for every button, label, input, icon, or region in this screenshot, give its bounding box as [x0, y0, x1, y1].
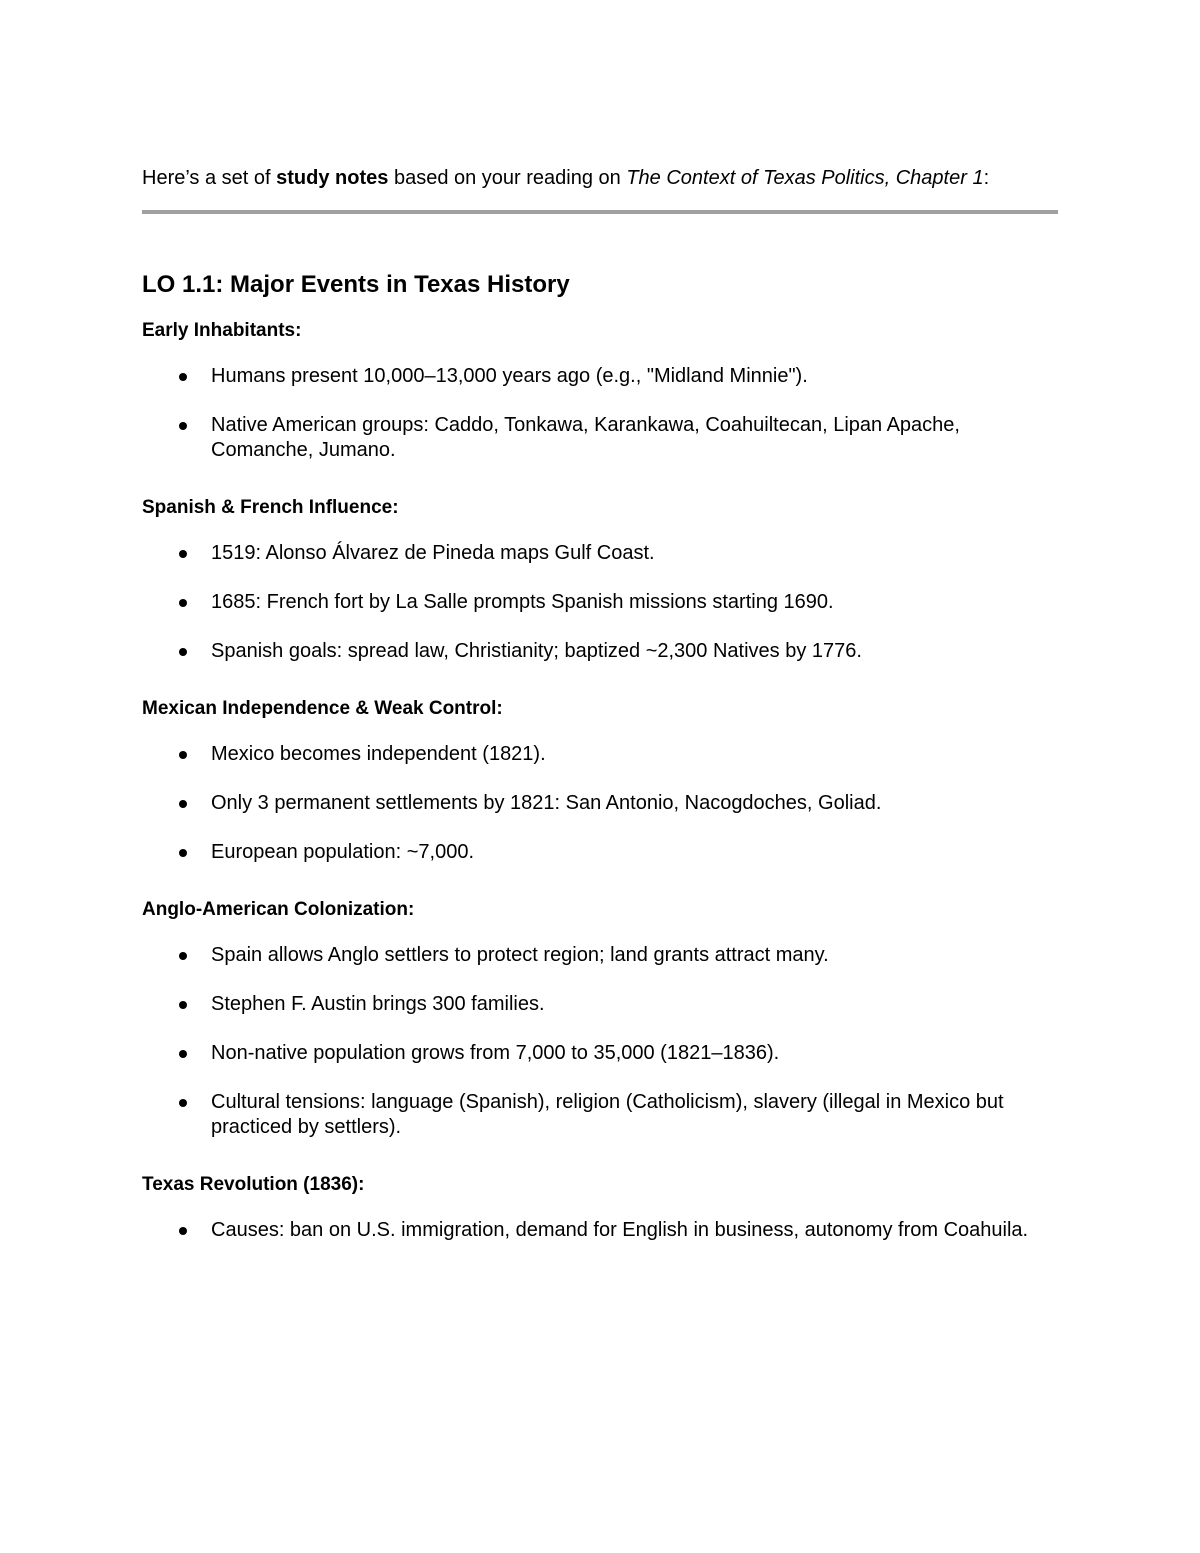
list-item-text: Stephen F. Austin brings 300 families.	[211, 993, 545, 1015]
list-item	[142, 639, 1058, 664]
section-title: Anglo-American Colonization:	[142, 899, 415, 920]
list-item-text: 1519: Alonso Álvarez de Pineda maps Gulf Coast.	[211, 542, 655, 564]
intro-middle: based on your reading on	[388, 167, 627, 189]
list-item	[142, 1041, 1058, 1066]
list-item-text: Spanish goals: spread law, Christianity; baptized ~2,300 Natives by 1776.	[211, 640, 862, 662]
notes-section	[142, 495, 1058, 664]
notes-section	[142, 1172, 1058, 1243]
bullet-icon	[179, 422, 187, 430]
list-item	[142, 992, 1058, 1017]
bullet-icon	[179, 849, 187, 857]
page-heading: LO 1.1: Major Events in Texas History	[142, 271, 570, 298]
list-item	[142, 413, 1058, 463]
list-item	[142, 1218, 1058, 1243]
bullet-list	[142, 364, 1058, 463]
list-item	[142, 840, 1058, 865]
notes-section	[142, 318, 1058, 463]
bullet-icon	[179, 751, 187, 759]
section-title: Early Inhabitants:	[142, 320, 302, 341]
bullet-icon	[179, 550, 187, 558]
intro-bold: study notes	[276, 167, 389, 189]
bullet-icon	[179, 373, 187, 381]
list-item-text: Cultural tensions: language (Spanish), religion (Catholicism), slavery (illegal in Mexico but practiced by settlers).	[211, 1091, 1004, 1138]
sections-container	[142, 318, 1058, 1243]
section-title: Texas Revolution (1836):	[142, 1174, 365, 1195]
bullet-list	[142, 742, 1058, 865]
intro-italic-title: The Context of Texas Politics, Chapter 1	[626, 167, 984, 189]
list-item-text: Non-native population grows from 7,000 to 35,000 (1821–1836).	[211, 1042, 780, 1064]
list-item-text: Spain allows Anglo settlers to protect region; land grants attract many.	[211, 944, 829, 966]
bullet-list	[142, 943, 1058, 1140]
list-item	[142, 742, 1058, 767]
bullet-icon	[179, 1227, 187, 1235]
bullet-icon	[179, 800, 187, 808]
list-item-text: Only 3 permanent settlements by 1821: San Antonio, Nacogdoches, Goliad.	[211, 792, 882, 814]
list-item	[142, 590, 1058, 615]
list-item	[142, 364, 1058, 389]
list-item-text: Humans present 10,000–13,000 years ago (e.g., "Midland Minnie").	[211, 365, 808, 387]
bullet-icon	[179, 1099, 187, 1107]
bullet-icon	[179, 952, 187, 960]
intro-prefix: Here’s a set of	[142, 167, 277, 189]
bullet-icon	[179, 1001, 187, 1009]
list-item	[142, 943, 1058, 968]
list-item-text: 1685: French fort by La Salle prompts Spanish missions starting 1690.	[211, 591, 834, 613]
section-title: Mexican Independence & Weak Control:	[142, 698, 503, 719]
list-item	[142, 541, 1058, 566]
bullet-list	[142, 1218, 1058, 1243]
bullet-list	[142, 541, 1058, 664]
bullet-icon	[179, 648, 187, 656]
section-title: Spanish & French Influence:	[142, 497, 399, 518]
notes-section	[142, 897, 1058, 1140]
notes-section	[142, 696, 1058, 865]
list-item-text: Native American groups: Caddo, Tonkawa, Karankawa, Coahuiltecan, Lipan Apache, Comanche, Jumano.	[211, 414, 960, 461]
bullet-icon	[179, 1050, 187, 1058]
list-item-text: Causes: ban on U.S. immigration, demand for English in business, autonomy from Coahuila.	[211, 1219, 1029, 1241]
list-item	[142, 1090, 1058, 1140]
horizontal-rule	[142, 210, 1058, 214]
list-item-text: Mexico becomes independent (1821).	[211, 743, 546, 765]
notes-content	[142, 270, 1058, 1275]
list-item	[142, 791, 1058, 816]
list-item-text: European population: ~7,000.	[211, 841, 474, 863]
intro-line	[142, 165, 989, 191]
bullet-icon	[179, 599, 187, 607]
intro-suffix: :	[983, 167, 990, 189]
